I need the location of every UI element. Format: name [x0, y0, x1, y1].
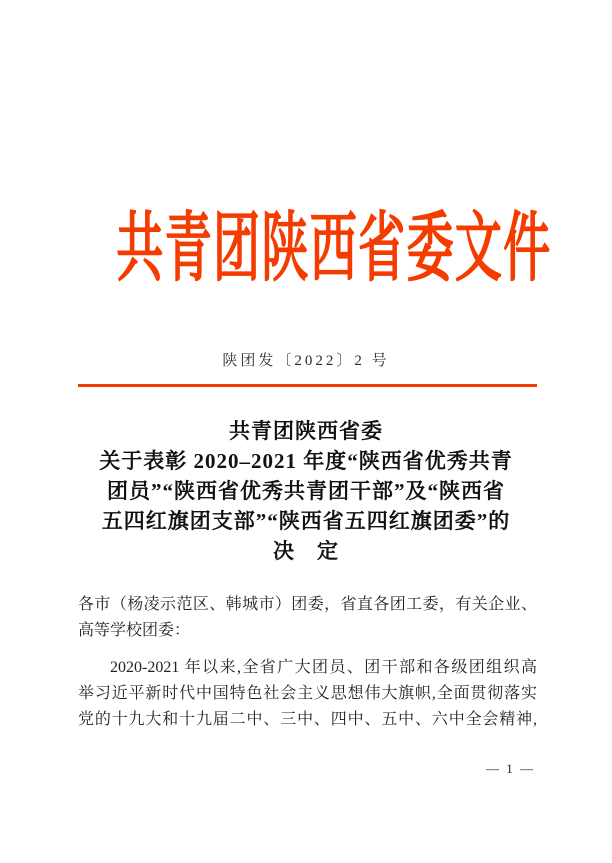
- red-header-banner: 共青团陕西省委文件: [116, 207, 552, 291]
- salutation-paragraph: [78, 592, 537, 644]
- document-title: [35, 416, 577, 566]
- body-line-2: 举习近平新时代中国特色社会主义思想伟大旗帜,全面贯彻落实: [78, 685, 537, 702]
- title-line-3: 团员”“陕西省优秀共青团干部”及“陕西省: [107, 479, 505, 503]
- title-line-1: 共青团陕西省委: [229, 419, 383, 443]
- salutation-line-2: 高等学校团委：: [78, 622, 191, 639]
- document-body: [78, 592, 537, 733]
- body-paragraph: [78, 655, 537, 733]
- document-number: 陕团发〔2022〕2 号: [222, 353, 390, 369]
- title-line-4: 五四红旗团支部”“陕西省五四红旗团委”的: [101, 509, 511, 533]
- body-line-3: 党的十九大和十九届二中、三中、四中、五中、六中全会精神,: [78, 711, 537, 728]
- body-line-1: 2020-2021 年以来,全省广大团员、团干部和各级团组织高: [110, 659, 537, 676]
- page-number: — 1 —: [486, 761, 535, 776]
- title-line-2: 关于表彰 2020–2021 年度“陕西省优秀共青: [99, 449, 513, 473]
- title-line-5: 决 定: [273, 539, 339, 563]
- salutation-line-1: 各市（杨凌示范区、韩城市）团委，省直各团工委，有关企业、: [78, 596, 537, 613]
- red-divider-line: [78, 384, 537, 387]
